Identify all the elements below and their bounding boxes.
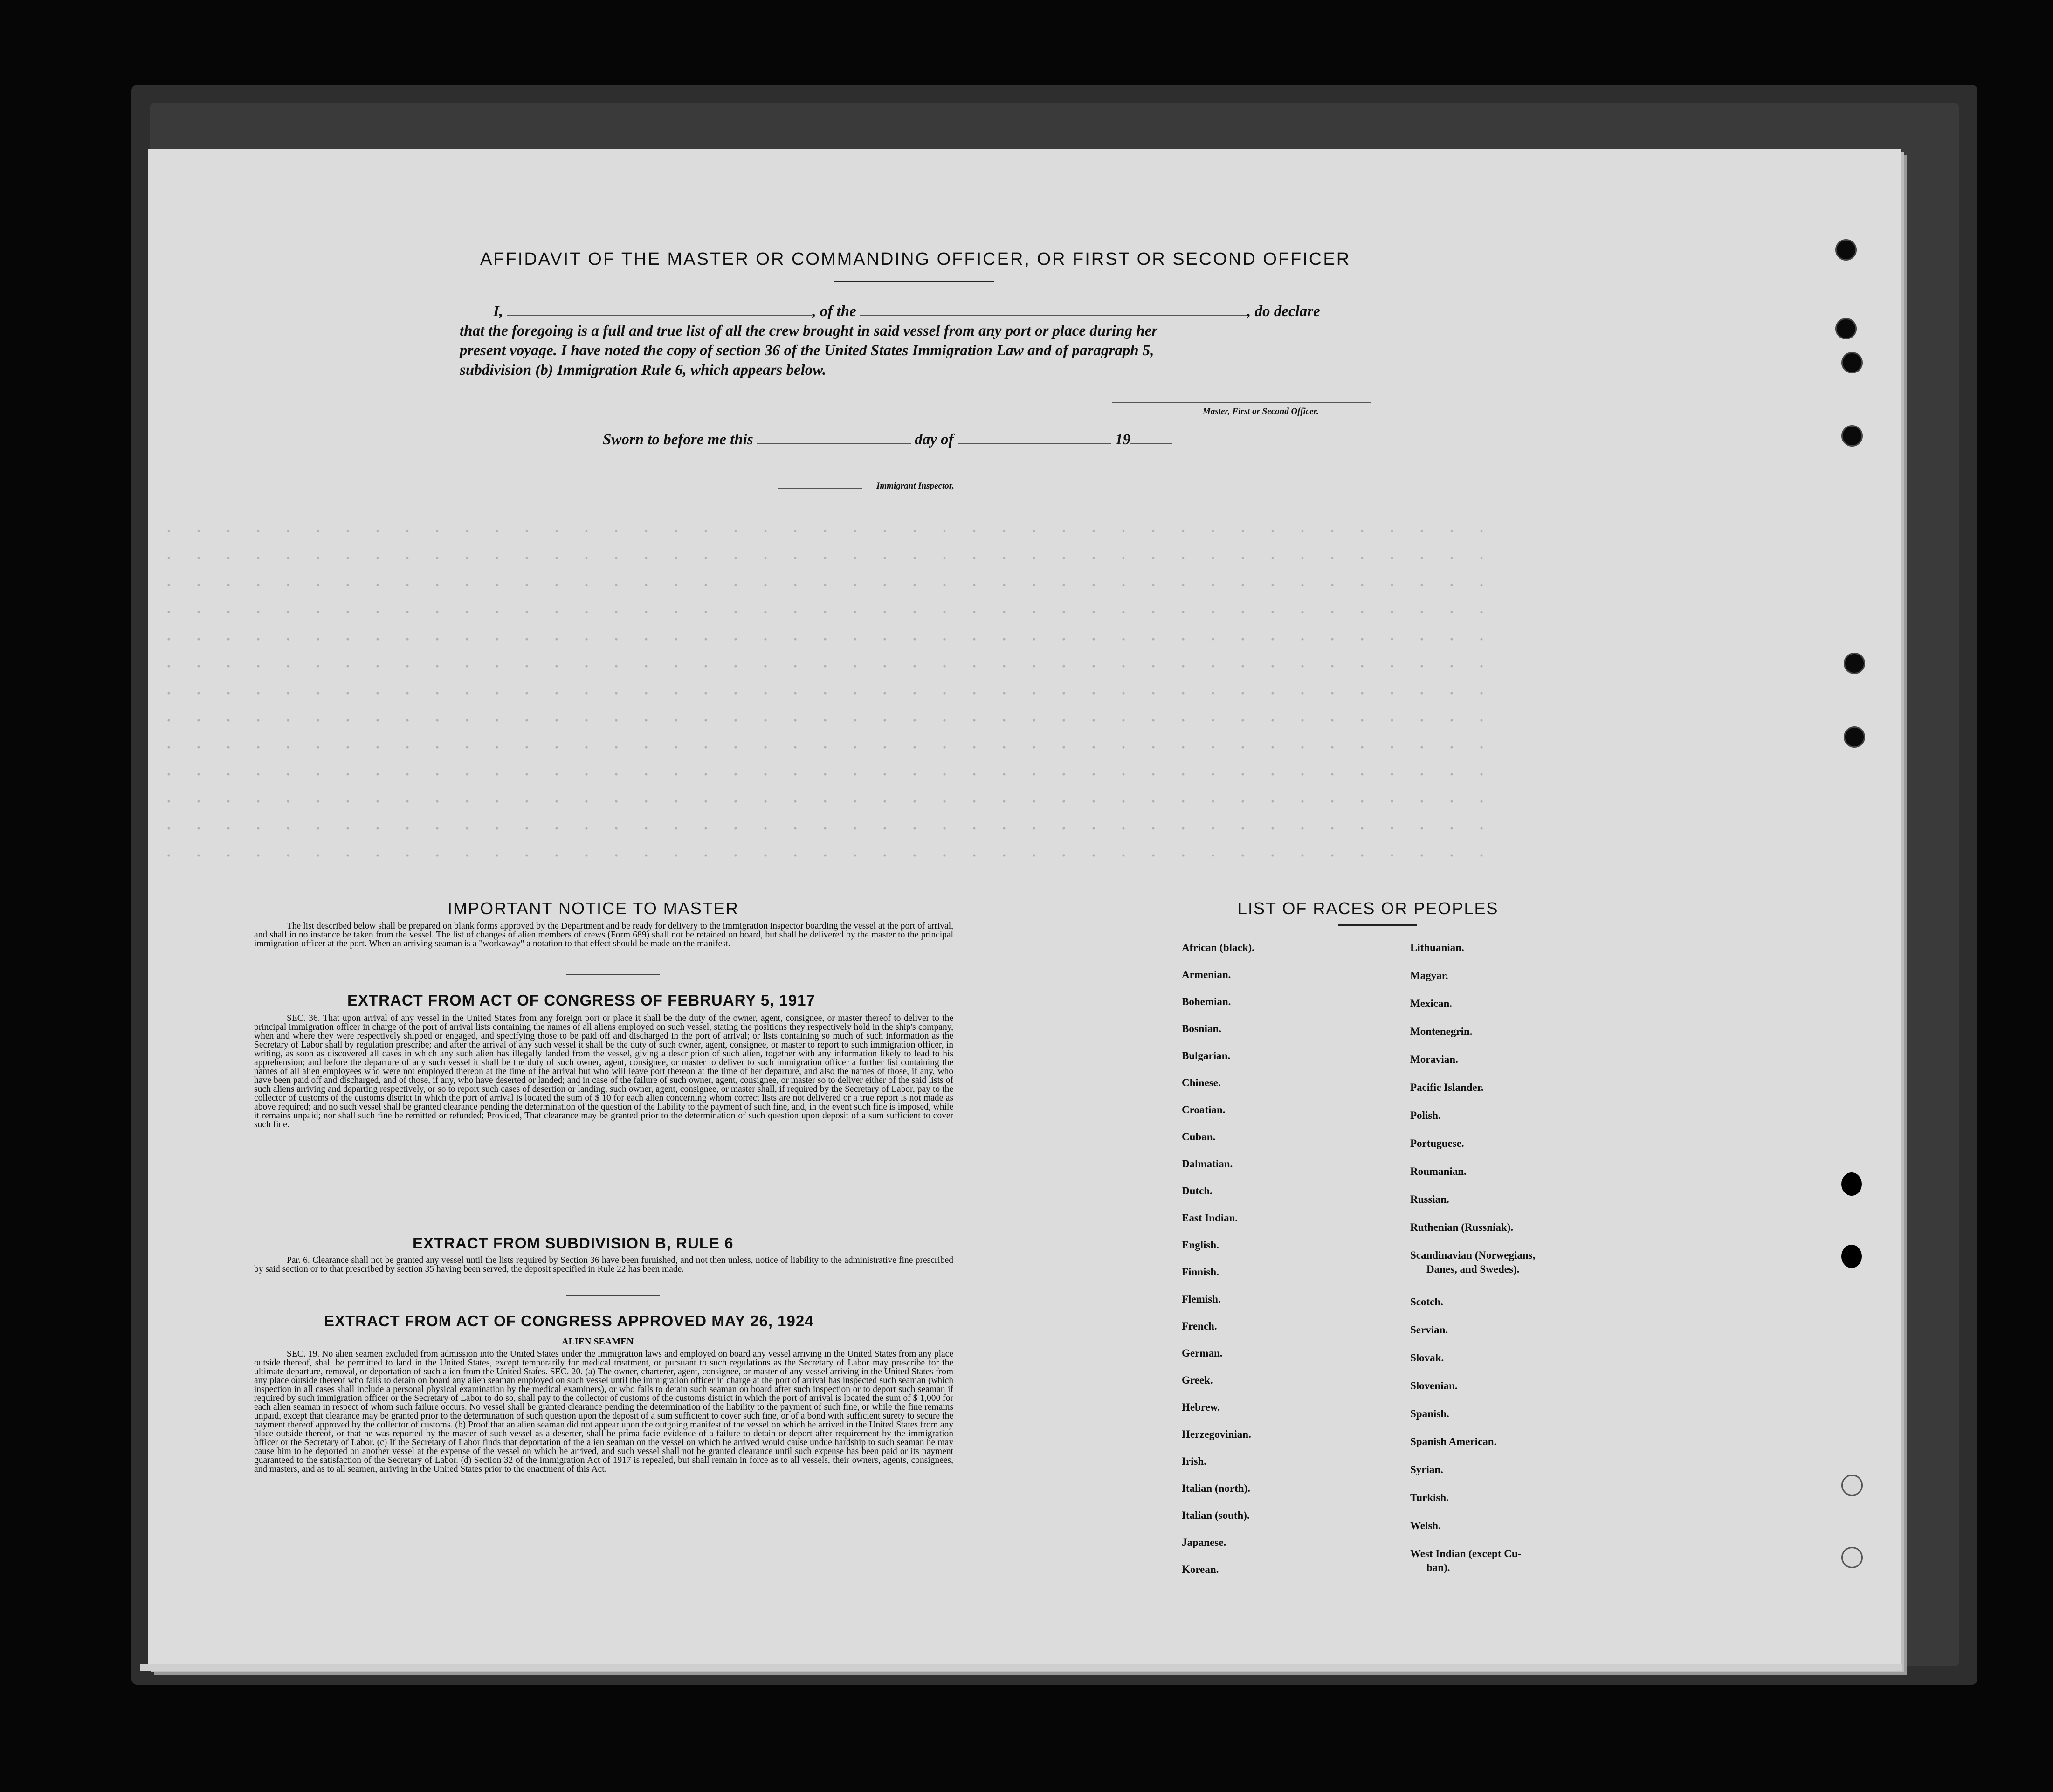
extract-1917-body: SEC. 36. That upon arrival of any vessel in the United States from any foreign port or place it shall be the duty of the owner, agent, consignee, or master thereof to deliver to the principal immigration officer in charge of the port of arrival lists containing the names of all aliens employed on such vessel, stating the positions they respectively hold in the ship's company, when and where they were respectively shipped or engaged, and specifying those to be paid off and discharged in the port of arrival; or lists containing so much of such information as the Secretary of Labor shall by regulation prescribe; and after the arrival of any such vessel it shall be the duty of such owner, agent, consignee, or master to report to such immigration officer, in writing, as soon as discovered all cases in which any such alien has illegally landed from the vessel, giving a description of such alien, together with any information likely to lead to his apprehension; and before the departure of any such vessel it shall be the duty of such owner, agent, consignee, or master to deliver to such immigration officer a further list containing the names of all alien employees who were not employed thereon at the time of the arrival but who will leave port thereon at the time of her departure, and also the names of those, if any, who have been paid off and discharged, and of those, if any, who have deserted or landed; and in case of the failure of such owner, agent, consignee, or master so to deliver either of the said lists of such aliens arriving and departing respectively, or so to report such cases of desertion or landing, such owner, agent, consignee, or master shall, if required by the Secretary of Labor, pay to the collector of customs of the customs district in which the port of arrival is located the sum of $ 10 for each alien concerning whom correct lists are not delivered or a true report is not made as above required; and no such vessel shall be granted clearance pending the determination of the question of the liability to the payment of such fine, and, in the event such fine is imposed, while it remains unpaid; nor shall such fine be remitted or refunded; Provided, That clearance may be granted prior to the determination of such question upon deposit of a sum sufficient to cover such fine. [254, 1013, 953, 1130]
affidavit-line-3: present voyage. I have noted the copy of section 36 of the United States Immigration Law and of paragraph 5, [460, 342, 1154, 359]
race-left-4: Bosnian. [1182, 1023, 1222, 1034]
race-left-3: Bohemian. [1182, 996, 1231, 1007]
signature-line[interactable] [1112, 402, 1371, 403]
sworn-month-field[interactable] [958, 443, 1111, 444]
punch-hole [1835, 239, 1857, 261]
race-right-21: Turkish. [1410, 1492, 1449, 1503]
race-left-17: Greek. [1182, 1374, 1213, 1386]
race-right-9: Roumanian. [1410, 1165, 1467, 1177]
alien-seamen-subtitle: ALIEN SEAMEN [562, 1337, 634, 1347]
race-left-23: Japanese. [1182, 1537, 1226, 1548]
race-right-2: Magyar. [1410, 970, 1448, 981]
i-label: I, [493, 303, 503, 320]
inspector-line [778, 488, 862, 489]
races-underline [1338, 924, 1417, 926]
race-left-18: Hebrew. [1182, 1401, 1220, 1413]
act-1924-body: SEC. 19. No alien seamen excluded from admission into the United States under the immigration laws and employed on board any vessel arriving in the United States from any place outside thereof, shall be permitted to land in the United States, except temporarily for medical treatment, or pursuant to such regulations as the Secretary of Labor may prescribe for the ultimate departure, removal, or deportation of such alien from the United States. SEC. 20. (a) The owner, charterer, agent, consignee, or master of any vessel arriving in the United States from any place outside thereof who fails to detain on board any alien seaman employed on such vessel until the immigration officer in charge at the port of arrival has inspected such seaman (which inspection in all cases shall include a personal physical examination by the medical examiners), or who fails to detain such seaman on board after such inspection or to deport such seaman if required by such immigration officer or the Secretary of Labor to do so, shall pay to the collector of customs of the customs district in which the port of arrival is located the sum of $ 1,000 for each alien seaman in respect of whom such failure occurs. No vessel shall be granted clearance pending the determination of the liability to the payment of such fine, or while the fine remains unpaid, except that clearance may be granted prior to the determination of such question upon the deposit of a sum sufficient to cover such fine, or of a bond with sufficient surety to secure the payment thereof approved by the collector of customs. (b) Proof that an alien seaman did not appear upon the outgoing manifest of the vessel on which he arrived in the United States from any place outside thereof, or that he was reported by the master of such vessel as a deserter, shall be prima facie evidence of a failure to detain or deport after requirement by the immigration officer or the Secretary of Labor. (c) If the Secretary of Labor finds that deportation of the alien seaman on the vessel on which he arrived would cause undue hardship to such seaman he may cause him to be deported on another vessel at the expense of the vessel on which he arrived, and such vessel shall not be granted clearance until such expense has been paid or its payment guaranteed to the satisfaction of the Secretary of Labor. (d) Section 32 of the Immigration Act of 1917 is repealed, but shall remain in force as to all vessels, their owners, agents, consignees, and masters, and as to all seamen, arriving in the United States prior to the enactment of this Act. [254, 1349, 953, 1474]
punch-hole [1844, 653, 1865, 674]
race-right-10: Russian. [1410, 1193, 1449, 1205]
punch-hole [1844, 726, 1865, 748]
race-right-5: Moravian. [1410, 1054, 1458, 1065]
race-right-22: Welsh. [1410, 1520, 1441, 1531]
rule6-body: Par. 6. Clearance shall not be granted any vessel until the lists required by Section 36 have been furnished, and not then unless, notice of liability to the administrative fine prescribed by said section or to that prescribed by section 35 having been served, the deposit specified in Rule 22 has been made. [254, 1255, 953, 1274]
sworn-day-field[interactable] [757, 443, 911, 444]
of-the-label: , of the [812, 303, 856, 320]
race-left-1: African (black). [1182, 942, 1254, 953]
race-right-8: Portuguese. [1410, 1137, 1464, 1149]
race-right-4: Montenegrin. [1410, 1026, 1473, 1037]
race-right-3: Mexican. [1410, 998, 1453, 1009]
race-right-1: Lithuanian. [1410, 942, 1464, 953]
race-right-16: Slovak. [1410, 1352, 1444, 1364]
race-left-7: Croatian. [1182, 1104, 1226, 1116]
sworn-prefix: Sworn to before me this [603, 431, 753, 448]
notice-body: The list described below shall be prepared on blank forms approved by the Department and be ready for delivery to the immigration inspector boarding the vessel at the port of arrival, and shall in no instance be taken from the vessel. The list of changes of alien members of crews (Form 689) shall not be retained on board, but shall be delivered by the master to the principal immigration officer at the port. When an arriving seaman is a "workaway" a notation to that effect should be made on the manifest. [254, 921, 953, 949]
race-right-18: Spanish. [1410, 1408, 1449, 1420]
inspector-caption: Immigrant Inspector, [876, 481, 954, 491]
race-left-15: French. [1182, 1320, 1217, 1332]
notice-rule [566, 974, 660, 975]
race-left-6: Chinese. [1182, 1077, 1221, 1089]
sworn-line [603, 431, 1172, 448]
affidavit-title: AFFIDAVIT OF THE MASTER OR COMMANDING OFFICER, OR FIRST OR SECOND OFFICER [480, 249, 1351, 269]
race-right-17: Slovenian. [1410, 1380, 1458, 1392]
race-right-7: Polish. [1410, 1110, 1441, 1121]
punch-hole [1841, 352, 1863, 373]
vessel-name-field[interactable] [860, 315, 1247, 316]
affidavit-line-4: subdivision (b) Immigration Rule 6, which appears below. [460, 362, 827, 379]
affidavit-line-2: that the foregoing is a full and true list of all the crew brought in said vessel from any port or place during her [460, 323, 1158, 339]
race-right-15: Servian. [1410, 1324, 1448, 1336]
punch-hole [1841, 1172, 1862, 1196]
do-declare-label: , do declare [1247, 303, 1320, 320]
race-left-21: Italian (north). [1182, 1482, 1250, 1494]
race-right-11: Ruthenian (Russniak). [1410, 1221, 1514, 1233]
faint-ruled-area [154, 517, 1506, 872]
punch-hole [1841, 1245, 1862, 1268]
race-right-14: Scotch. [1410, 1296, 1443, 1308]
race-right-6: Pacific Islander. [1410, 1082, 1484, 1093]
rule6-title: EXTRACT FROM SUBDIVISION B, RULE 6 [413, 1234, 734, 1252]
race-left-20: Irish. [1182, 1455, 1207, 1467]
race-left-9: Dalmatian. [1182, 1158, 1233, 1170]
bleed-through-header [289, 191, 1664, 210]
race-left-2: Armenian. [1182, 969, 1231, 980]
punch-hole [1835, 318, 1857, 339]
race-left-24: Korean. [1182, 1564, 1219, 1575]
race-left-5: Bulgarian. [1182, 1050, 1231, 1061]
sworn-year-field[interactable] [1130, 443, 1172, 444]
extract-1917-title: EXTRACT FROM ACT OF CONGRESS OF FEBRUARY 5, 1917 [347, 992, 815, 1009]
day-of-label: day of [915, 431, 954, 448]
race-left-22: Italian (south). [1182, 1509, 1250, 1521]
punch-hole [1841, 1475, 1863, 1496]
rule6-rule [566, 1295, 660, 1296]
year-prefix: 19 [1115, 431, 1131, 448]
race-right-12: Scandinavian (Norwegians, [1410, 1249, 1536, 1261]
race-left-19: Herzegovinian. [1182, 1428, 1251, 1440]
title-underline [834, 281, 994, 282]
race-right-20: Syrian. [1410, 1464, 1443, 1475]
race-left-8: Cuban. [1182, 1131, 1216, 1143]
races-title: LIST OF RACES OR PEOPLES [1238, 899, 1499, 918]
master-name-field[interactable] [507, 315, 812, 316]
race-left-13: Finnish. [1182, 1266, 1219, 1278]
race-right-23: West Indian (except Cu- [1410, 1548, 1522, 1559]
race-left-14: Flemish. [1182, 1293, 1221, 1305]
race-left-16: German. [1182, 1347, 1223, 1359]
race-left-10: Dutch. [1182, 1185, 1213, 1197]
affidavit-line-1 [493, 303, 1320, 320]
signature-caption: Master, First or Second Officer. [1203, 407, 1319, 416]
race-left-12: English. [1182, 1239, 1219, 1251]
race-right-24: ban). [1426, 1562, 1450, 1573]
sheet-edge [140, 1664, 1902, 1671]
punch-hole [1841, 1547, 1863, 1568]
notice-title: IMPORTANT NOTICE TO MASTER [448, 899, 739, 918]
act-1924-title: EXTRACT FROM ACT OF CONGRESS APPROVED MAY 26, 1924 [324, 1312, 814, 1330]
race-left-11: East Indian. [1182, 1212, 1238, 1224]
race-right-19: Spanish American. [1410, 1436, 1497, 1447]
punch-hole [1841, 425, 1863, 447]
race-right-13: Danes, and Swedes). [1426, 1263, 1520, 1275]
